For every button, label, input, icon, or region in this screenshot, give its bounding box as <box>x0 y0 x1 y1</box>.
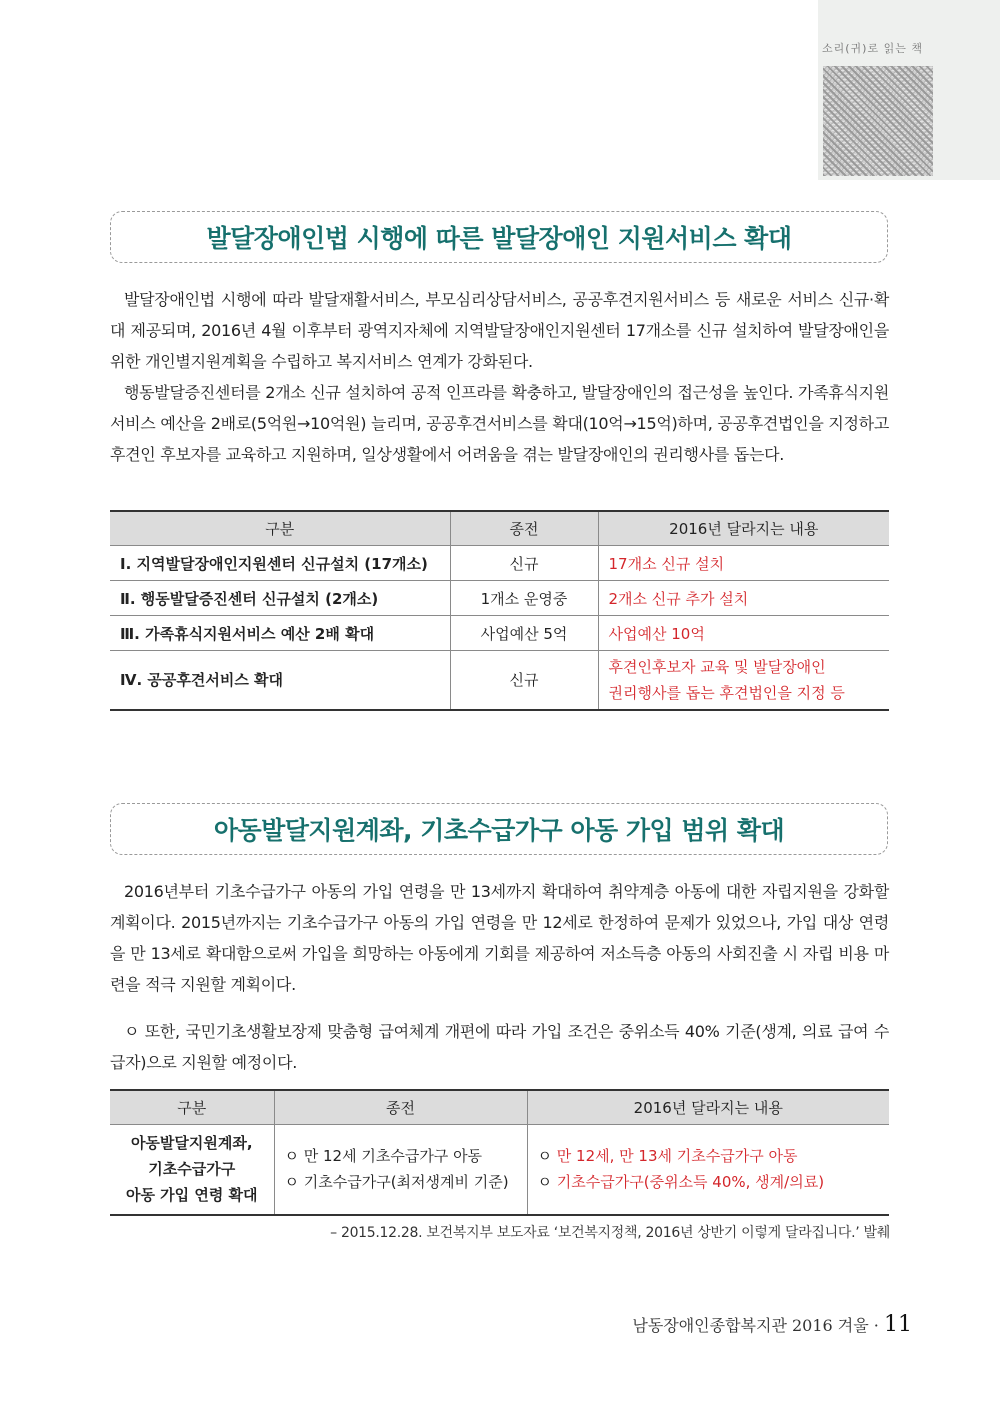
row-after <box>598 651 889 710</box>
section2-table <box>110 1089 889 1216</box>
table-header-row <box>110 511 889 546</box>
row-after-text: 만 12세, 만 13세 기초수급가구 아동 <box>556 1147 798 1166</box>
row-after-text: 기초수급가구(중위소득 40%, 생계/의료) <box>556 1173 825 1192</box>
footer-text: 남동장애인종합복지관 2016 겨울 · <box>632 1316 879 1335</box>
header-label: 소리(귀)로 읽는 책 <box>822 42 923 55</box>
row-label: Ⅱ. 행동발달증진센터 신규설치 (2개소) <box>110 581 450 616</box>
row-after: 2개소 신규 추가 설치 <box>598 581 889 616</box>
row-before: 신규 <box>450 546 598 581</box>
source-citation: – 2015.12.28. 보건복지부 보도자료 ‘보건복지정책, 2016년 상반기 이렇게 달라집니다.’ 발췌 <box>330 1225 890 1241</box>
bullet: ㅇ <box>537 1147 552 1166</box>
table-header-after: 2016년 달라지는 내용 <box>598 511 889 546</box>
row-before-line: ㅇ 만 12세 기초수급가구 아동 <box>284 1147 483 1166</box>
row-label: Ⅲ. 가족휴식지원서비스 예산 2배 확대 <box>110 616 450 651</box>
row-after <box>527 1125 889 1215</box>
row-before: 신규 <box>450 651 598 710</box>
row-after-line: 권리행사를 돕는 후견법인을 지정 등 <box>608 683 845 702</box>
section-title-1: 발달장애인법 시행에 따른 발달장애인 지원서비스 확대 <box>110 211 888 263</box>
row-before-line: ㅇ 기초수급가구(최저생계비 기준) <box>284 1173 509 1192</box>
row-label <box>110 1125 274 1215</box>
table-row <box>110 546 889 581</box>
table-row <box>110 1125 889 1215</box>
row-after-line <box>538 1169 880 1195</box>
row-after-line: 후견인후보자 교육 및 발달장애인 <box>608 657 826 676</box>
table-header-before: 종전 <box>450 511 598 546</box>
row-before <box>274 1125 527 1215</box>
row-after: 17개소 신규 설치 <box>598 546 889 581</box>
page-footer <box>632 1312 912 1337</box>
page-number: 11 <box>884 1312 912 1337</box>
section1-paragraph-2: 행동발달증진센터를 2개소 신규 설치하여 공적 인프라를 확충하고, 발달장애인의 접근성을 높인다. 가족휴식지원 서비스 예산을 2배로(5억원→10억원) 늘리며, 공공후견서비스를 확대(10억→15억)하며, 공공후견법인을 지정하고 후견인 후보자를 교육하고 지원하며, 일상생활에서 어려움을 겪는 발달장애인의 권리행사를 돕는다. <box>110 383 889 464</box>
table-header-before: 종전 <box>274 1090 527 1125</box>
qr-code-icon <box>823 66 933 176</box>
section1-paragraph-1: 발달장애인법 시행에 따라 발달재활서비스, 부모심리상담서비스, 공공후견지원서비스 등 새로운 서비스 신규·확대 제공되며, 2016년 4월 이후부터 광역지자체에 지역발달장애인지원센터 17개소를 신규 설치하여 발달장애인을 위한 개인별지원계획을 수립하고 복지서비스 연계가 강화된다. <box>110 290 889 371</box>
bullet: ㅇ <box>537 1173 552 1192</box>
table-header-after: 2016년 달라지는 내용 <box>527 1090 889 1125</box>
table-header-category: 구분 <box>110 511 450 546</box>
row-label-line: 아동 가입 연령 확대 <box>125 1186 258 1205</box>
table-row <box>110 651 889 710</box>
table-row <box>110 616 889 651</box>
table-row <box>110 581 889 616</box>
row-label-line: 아동발달지원계좌, <box>130 1134 253 1153</box>
section2-paragraph-1: 2016년부터 기초수급가구 아동의 가입 연령을 만 13세까지 확대하여 취약계층 아동에 대한 자립지원을 강화할 계획이다. 2015년까지는 기초수급가구 아동의 가입 연령을 만 12세로 한정하여 문제가 있었으나, 가입 대상 연령을 만 13세로 확대함으로써 가입을 희망하는 아동에게 기회를 제공하여 저소득층 아동의 사회진출 시 자립 비용 마련을 적극 지원할 계획이다. <box>110 882 889 994</box>
section1-table <box>110 510 889 711</box>
row-after: 사업예산 10억 <box>598 616 889 651</box>
row-before: 1개소 운영중 <box>450 581 598 616</box>
row-label-line: 기초수급가구 <box>148 1160 236 1179</box>
row-label: Ⅰ. 지역발달장애인지원센터 신규설치 (17개소) <box>110 546 450 581</box>
row-before: 사업예산 5억 <box>450 616 598 651</box>
section2-paragraph-2: ㅇ 또한, 국민기초생활보장제 맞춤형 급여체계 개편에 따라 가입 조건은 중위소득 40% 기준(생계, 의료 급여 수급자)으로 지원할 예정이다. <box>110 1022 889 1072</box>
row-after-line <box>538 1143 880 1169</box>
table-header-category: 구분 <box>110 1090 274 1125</box>
section-title-2: 아동발달지원계좌, 기초수급가구 아동 가입 범위 확대 <box>110 803 888 855</box>
table-header-row <box>110 1090 889 1125</box>
row-label: Ⅳ. 공공후견서비스 확대 <box>110 651 450 710</box>
